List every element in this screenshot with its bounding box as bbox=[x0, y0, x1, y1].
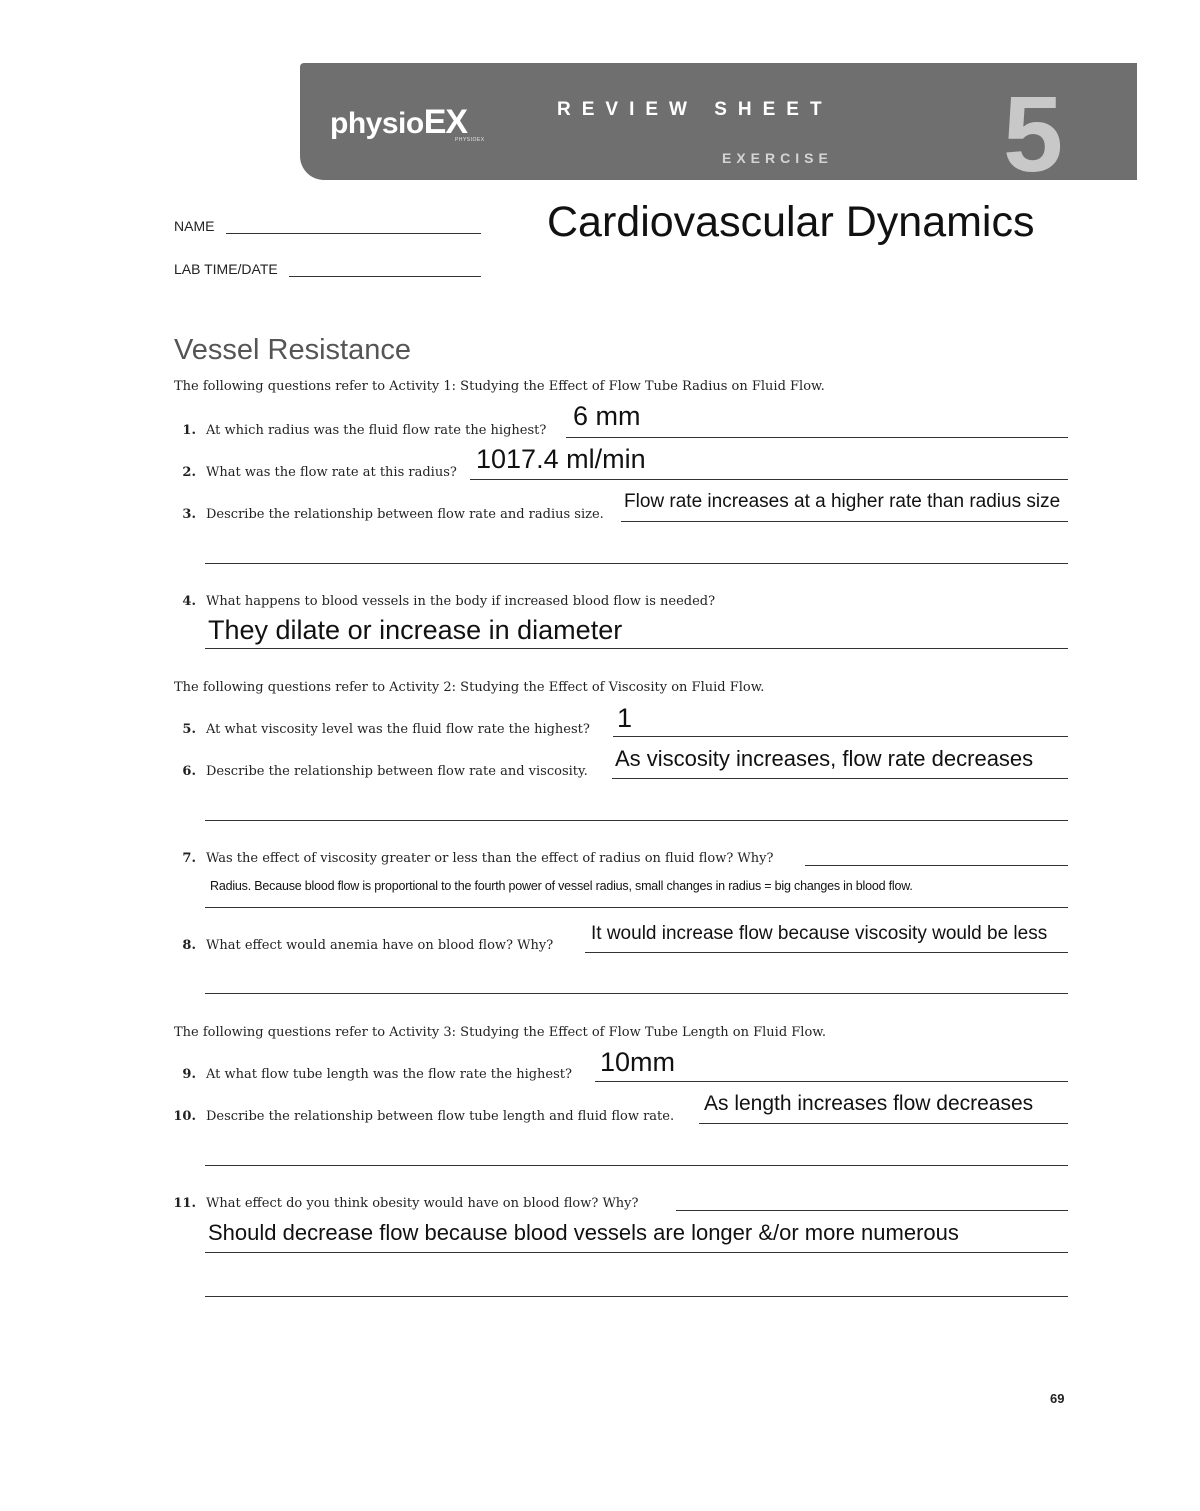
question-text: At which radius was the fluid flow rate the highest? bbox=[206, 423, 547, 438]
question-number: 5. bbox=[182, 722, 196, 737]
question-number: 10. bbox=[173, 1109, 196, 1124]
answer-text: It would increase flow because viscosity would be less bbox=[591, 923, 1048, 944]
answer-line-extra[interactable] bbox=[205, 1165, 1068, 1166]
answer-text: 6 mm bbox=[573, 401, 641, 431]
exercise-number: 5 bbox=[1003, 73, 1064, 194]
answer-text: As length increases flow decreases bbox=[704, 1092, 1034, 1115]
answer-line-extra[interactable] bbox=[205, 563, 1068, 564]
question-text: What was the flow rate at this radius? bbox=[206, 465, 457, 480]
answer-text: As viscosity increases, flow rate decreases bbox=[615, 746, 1034, 771]
section-title: Vessel Resistance bbox=[174, 334, 411, 366]
answer-line[interactable] bbox=[676, 1210, 1068, 1211]
name-field-line[interactable] bbox=[226, 233, 481, 234]
answer-line-extra[interactable] bbox=[205, 907, 1068, 908]
question-number: 4. bbox=[182, 594, 196, 609]
question-text: At what flow tube length was the flow rate the highest? bbox=[206, 1067, 572, 1082]
answer-line-extra[interactable] bbox=[205, 820, 1068, 821]
question-text: What effect do you think obesity would have on blood flow? Why? bbox=[206, 1196, 639, 1211]
lab-time-field-line[interactable] bbox=[289, 276, 481, 277]
review-sheet-label: REVIEW SHEET bbox=[557, 99, 833, 120]
answer-line[interactable] bbox=[621, 521, 1068, 522]
page-title: Cardiovascular Dynamics bbox=[547, 198, 1035, 246]
question-text: At what viscosity level was the fluid flow rate the highest? bbox=[206, 722, 590, 737]
answer-text: Radius. Because blood flow is proportional to the fourth power of vessel radius, small changes in radius = big changes in blood flow. bbox=[210, 879, 913, 893]
question-text: What happens to blood vessels in the body if increased blood flow is needed? bbox=[206, 594, 716, 609]
answer-line[interactable] bbox=[205, 648, 1068, 649]
question-number: 1. bbox=[182, 423, 196, 438]
question-text: Describe the relationship between flow tube length and fluid flow rate. bbox=[206, 1109, 675, 1124]
question-text: Describe the relationship between flow rate and viscosity. bbox=[206, 764, 588, 779]
activity3-intro: The following questions refer to Activity 3: Studying the Effect of Flow Tube Length on Fluid Flow. bbox=[174, 1025, 827, 1040]
answer-text: 1017.4 ml/min bbox=[476, 444, 646, 474]
answer-text: 10mm bbox=[600, 1047, 676, 1077]
page-number: 69 bbox=[1050, 1391, 1065, 1406]
question-number: 11. bbox=[173, 1196, 196, 1211]
name-label: NAME bbox=[174, 218, 215, 234]
answer-line[interactable] bbox=[805, 865, 1068, 866]
logo-main-text: physio bbox=[330, 107, 424, 140]
logo-ex-text: EX bbox=[423, 103, 468, 141]
exercise-label: EXERCISE bbox=[722, 150, 833, 166]
question-number: 7. bbox=[182, 851, 196, 866]
question-number: 6. bbox=[182, 764, 196, 779]
answer-line-extra[interactable] bbox=[205, 1252, 1068, 1253]
answer-line-extra[interactable] bbox=[205, 1296, 1068, 1297]
question-number: 8. bbox=[182, 938, 196, 953]
answer-line[interactable] bbox=[470, 479, 1068, 480]
question-text: Describe the relationship between flow rate and radius size. bbox=[206, 507, 604, 522]
answer-text: They dilate or increase in diameter bbox=[208, 615, 623, 645]
answer-line-extra[interactable] bbox=[205, 993, 1068, 994]
logo-subtext: PHYSIOEX bbox=[455, 137, 485, 143]
answer-line[interactable] bbox=[699, 1123, 1068, 1124]
answer-line[interactable] bbox=[612, 778, 1068, 779]
answer-line[interactable] bbox=[585, 952, 1068, 953]
activity2-intro: The following questions refer to Activity 2: Studying the Effect of Viscosity on Fluid Flow. bbox=[174, 680, 765, 695]
question-text: What effect would anemia have on blood flow? Why? bbox=[206, 938, 554, 953]
answer-text: Flow rate increases at a higher rate than radius size bbox=[624, 491, 1061, 512]
lab-time-label: LAB TIME/DATE bbox=[174, 261, 278, 277]
answer-text: 1 bbox=[617, 703, 633, 733]
answer-line[interactable] bbox=[613, 736, 1068, 737]
question-number: 9. bbox=[182, 1067, 196, 1082]
physioex-logo bbox=[330, 103, 467, 142]
question-text: Was the effect of viscosity greater or less than the effect of radius on fluid flow? Why? bbox=[206, 851, 774, 866]
answer-line[interactable] bbox=[595, 1081, 1068, 1082]
answer-line[interactable] bbox=[566, 437, 1068, 438]
question-number: 2. bbox=[182, 465, 196, 480]
activity1-intro: The following questions refer to Activity 1: Studying the Effect of Flow Tube Radius on Fluid Flow. bbox=[174, 379, 825, 394]
question-number: 3. bbox=[182, 507, 196, 522]
answer-text: Should decrease flow because blood vessels are longer &/or more numerous bbox=[208, 1220, 959, 1245]
